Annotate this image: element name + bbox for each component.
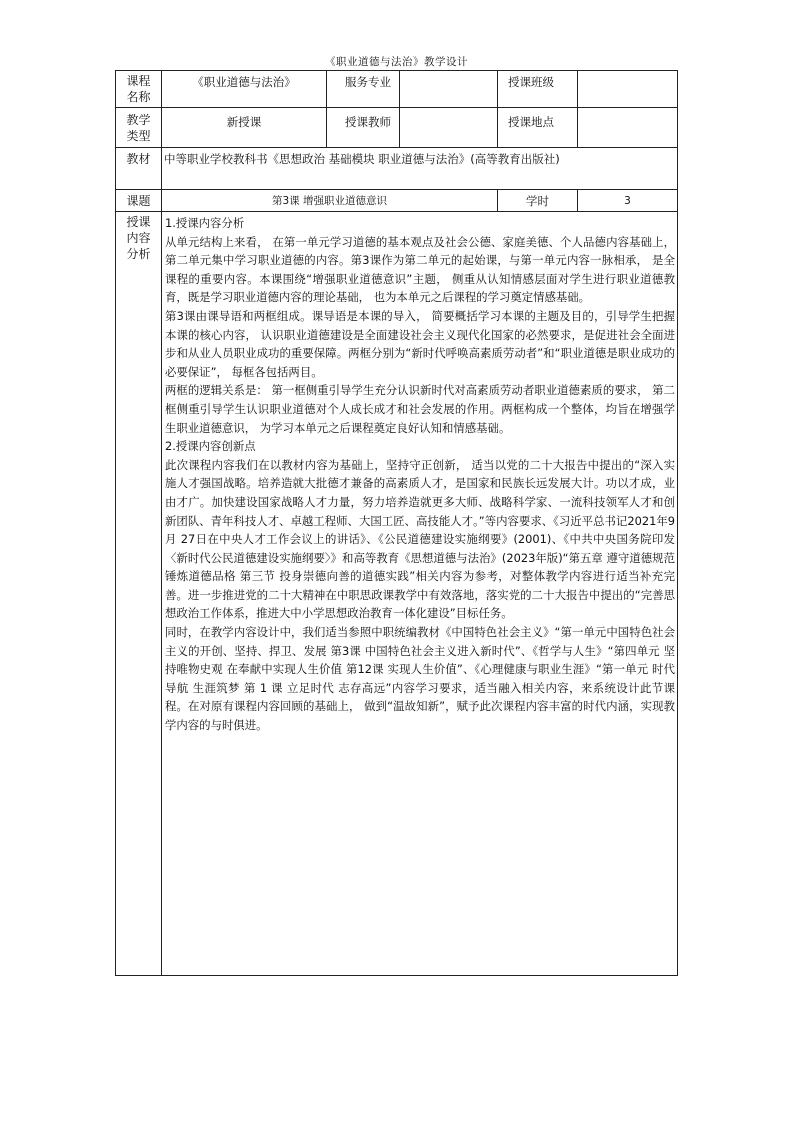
- topic-label: 课题: [116, 190, 162, 212]
- course-name-label: [116, 71, 162, 108]
- topic-row: [116, 190, 678, 212]
- place-value: [578, 108, 678, 148]
- paragraph-3: 两框的逻辑关系是： 第一框侧重引导学生充分认识新时代对高素质劳动者职业道德素质的要求， 第二框侧重引导学生认识职业道德对个人成长成才和社会发展的作用。两框构成一个整体，均旨在增强学生职业道德意识， 为学习本单元之后课程奠定良好认知和情感基础。: [165, 383, 675, 435]
- class-label: 授课班级: [498, 71, 578, 108]
- paragraph-1: 从单元结构上来看， 在第一单元学习道德的基本观点及社会公德、家庭美德、个人品德内容基础上， 第二单元集中学习职业道德的内容。第3课作为第二单元的起始课，与第一单元内容一脉相承， 是全课程的重要内容。本课围绕“增强职业道德意识”主题， 侧重从认知情感层面对学生进行职业道德教育，既是学习职业道德内容的理论基础， 也为本单元之后课程的学习奠定情感基础。: [165, 234, 675, 305]
- lesson-plan-table: [115, 70, 678, 976]
- paragraph-5: 同时，在教学内容设计中，我们适当参照中职统编教材《中国特色社会主义》“第一单元中国特色社会主义的开创、坚持、捍卫、发展 第3课 中国特色社会主义进入新时代”、《哲学与人生》“第四单元 坚持唯物史观 在奉献中实现人生价值 第12课 实现人生价值”、《心理健康与职业生涯》“第一单元 时代导航 生涯筑梦 第 1 课 立足时代 志存高远”内容学习要求，适当融入相关内容，来系统设计此节课程。在对原有课程内容回顾的基础上， 做到“温故知新”，赋予此次课程内容丰富的时代内涵，实现教学内容的与时俱进。: [165, 625, 675, 733]
- hours-value: 3: [578, 190, 678, 212]
- paragraph-4: 此次课程内容我们在以教材内容为基础上，坚持守正创新， 适当以党的二十大报告中提出的“深入实施人才强国战略。培养造就大批德才兼备的高素质人才，是国家和民族长远发展大计。功以才成，业由才广。加快建设国家战略人才力量，努力培养造就更多大师、战略科学家、一流科技领军人才和创新团队、青年科技人才、卓越工程师、大国工匠、高技能人才。”等内容要求、《习近平总书记2021年9月 27日在中央人才工作会议上的讲话》、《公民道德建设实施纲要》(2001)、《中共中央国务院印发〈新时代公民道德建设实施纲要〉》和高等教育《思想道德与法治》(2023年版)“第五章 遵守道德规范 锤炼道德品格 第三节 投身崇德向善的道德实践”相关内容为参考，对整体教学内容进行适当补充完善。进一步推进党的二十大精神在中职思政课教学中有效落地，落实党的二十大报告中提出的“完善思想政治工作体系，推进大中小学思想政治教育一体化建设”目标任务。: [165, 457, 675, 621]
- course-name-value: 《职业道德与法治》: [162, 71, 327, 108]
- textbook-label: 教材: [116, 148, 162, 190]
- class-value: [578, 71, 678, 108]
- major-value: 服务专业: [327, 71, 400, 108]
- content-analysis-body: [162, 212, 678, 976]
- teach-type-value: 新授课: [162, 108, 327, 148]
- course-name-row: [116, 71, 678, 108]
- major-extra-cell: [400, 71, 498, 108]
- teach-type-label: [116, 108, 162, 148]
- teach-type-label-text: 教学 类型: [126, 112, 151, 143]
- hours-label: 学时: [498, 190, 578, 212]
- teacher-label: 授课教师: [327, 108, 400, 148]
- textbook-value: 中等职业学校教科书《思想政治 基础模块 职业道德与法治》(高等教育出版社): [162, 148, 678, 190]
- place-label: 授课地点: [498, 108, 578, 148]
- teach-type-row: [116, 108, 678, 148]
- topic-value: 第3课 增强职业道德意识: [162, 190, 498, 212]
- content-analysis-label-text: 授课 内容 分析: [126, 215, 151, 261]
- content-analysis-row: [116, 212, 678, 976]
- paragraph-2: 第3课由课导语和两框组成。课导语是本课的导入， 简要概括学习本课的主题及目的，引导学生把握本课的核心内容， 认识职业道德建设是全面建设社会主义现代化国家的必然要求，是促进社会全面进步和从业人员职业成功的重要保障。两框分别为“新时代呼唤高素质劳动者”和“职业道德是职业成功的必要保证”， 每框各包括两目。: [165, 308, 675, 379]
- textbook-row: [116, 148, 678, 190]
- teacher-value: [400, 108, 498, 148]
- content-analysis-label: [116, 212, 162, 976]
- course-name-label-text: 课程 名称: [126, 74, 151, 104]
- section-heading-1: 1.授课内容分析: [165, 216, 245, 230]
- document-title: 《职业道德与法治》教学设计: [325, 56, 468, 68]
- section-heading-2: 2.授课内容创新点: [165, 439, 256, 454]
